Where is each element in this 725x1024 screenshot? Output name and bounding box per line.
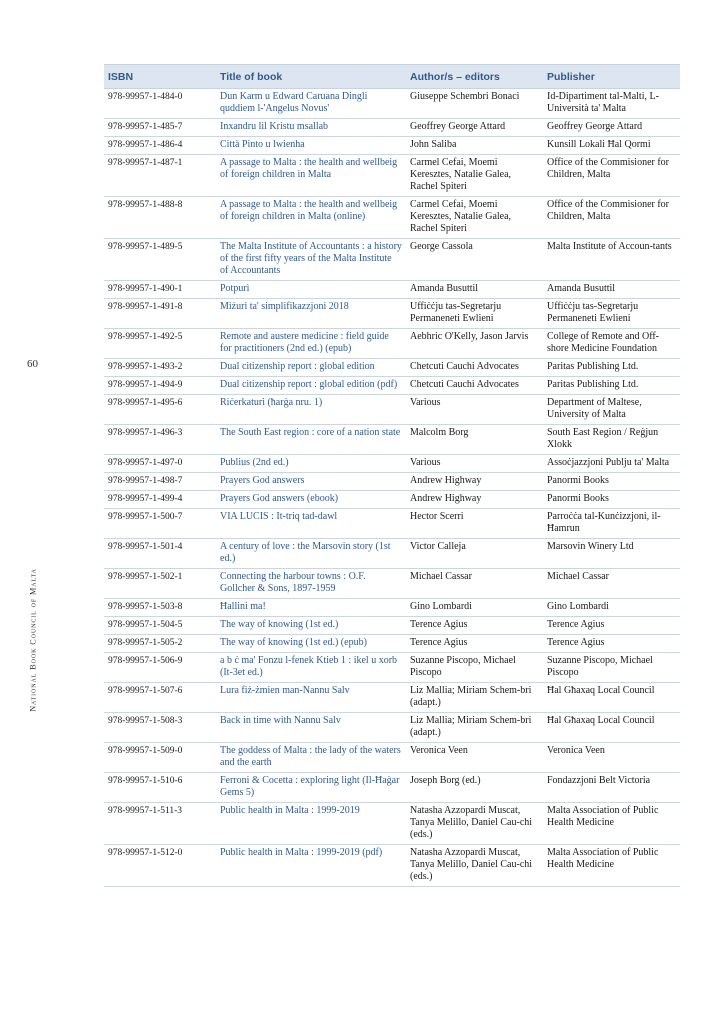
cell-author: Aebhric O'Kelly, Jason Jarvis xyxy=(406,329,543,359)
table-row xyxy=(104,155,680,197)
isbn-table xyxy=(104,64,680,887)
cell-author: Terence Agius xyxy=(406,617,543,635)
table-row xyxy=(104,455,680,473)
cell-title: Publius (2nd ed.) xyxy=(216,455,406,473)
cell-author: Geoffrey George Attard xyxy=(406,119,543,137)
cell-author: George Cassola xyxy=(406,239,543,281)
cell-author: Suzanne Piscopo, Michael Piscopo xyxy=(406,653,543,683)
cell-publisher: Paritas Publishing Ltd. xyxy=(543,377,680,395)
cell-title: Public health in Malta : 1999-2019 (pdf) xyxy=(216,845,406,887)
cell-title: a b ċ ma' Fonzu l-fenek Ktieb 1 : ikel u xorb (It-3et ed.) xyxy=(216,653,406,683)
cell-author: Carmel Cefai, Moemi Keresztes, Natalie Galea, Rachel Spiteri xyxy=(406,155,543,197)
cell-title: Ferroni & Cocetta : exploring light (Il-Ħaġar Gems 5) xyxy=(216,773,406,803)
cell-isbn: 978-99957-1-487-1 xyxy=(104,155,216,197)
cell-publisher: Suzanne Piscopo, Michael Piscopo xyxy=(543,653,680,683)
cell-title: Inxandru lil Kristu msallab xyxy=(216,119,406,137)
cell-publisher: Malta Association of Public Health Medicine xyxy=(543,845,680,887)
cell-title: Ħallini ma! xyxy=(216,599,406,617)
cell-isbn: 978-99957-1-492-5 xyxy=(104,329,216,359)
cell-author: Giuseppe Schembri Bonaci xyxy=(406,89,543,119)
cell-title: Città Pinto u lwienha xyxy=(216,137,406,155)
table-row xyxy=(104,653,680,683)
cell-isbn: 978-99957-1-502-1 xyxy=(104,569,216,599)
cell-title: A passage to Malta : the health and wellbeig of foreign children in Malta xyxy=(216,155,406,197)
table-row xyxy=(104,425,680,455)
cell-publisher: Marsovin Winery Ltd xyxy=(543,539,680,569)
cell-author: Carmel Cefai, Moemi Keresztes, Natalie Galea, Rachel Spiteri xyxy=(406,197,543,239)
cell-isbn: 978-99957-1-506-9 xyxy=(104,653,216,683)
cell-publisher: Uffiċċju tas-Segretarju Permaneneti Ewlieni xyxy=(543,299,680,329)
cell-isbn: 978-99957-1-485-7 xyxy=(104,119,216,137)
cell-publisher: Fondazzjoni Belt Victoria xyxy=(543,773,680,803)
header-publisher: Publisher xyxy=(543,65,680,89)
table-row xyxy=(104,491,680,509)
table-row xyxy=(104,845,680,887)
cell-title: Riċerkaturi (ħarġa nru. 1) xyxy=(216,395,406,425)
cell-title: A century of love : the Marsovin story (1st ed.) xyxy=(216,539,406,569)
cell-title: Lura fiż-żmien man-Nannu Salv xyxy=(216,683,406,713)
cell-author: Gino Lombardi xyxy=(406,599,543,617)
cell-publisher: Terence Agius xyxy=(543,617,680,635)
cell-isbn: 978-99957-1-494-9 xyxy=(104,377,216,395)
cell-publisher: Gino Lombardi xyxy=(543,599,680,617)
header-title: Title of book xyxy=(216,65,406,89)
table-row xyxy=(104,197,680,239)
table-row xyxy=(104,599,680,617)
cell-title: The South East region : core of a nation state xyxy=(216,425,406,455)
isbn-table-wrapper xyxy=(104,64,680,887)
table-row xyxy=(104,803,680,845)
cell-title: The goddess of Malta : the lady of the waters and the earth xyxy=(216,743,406,773)
cell-isbn: 978-99957-1-512-0 xyxy=(104,845,216,887)
cell-isbn: 978-99957-1-509-0 xyxy=(104,743,216,773)
cell-title: Public health in Malta : 1999-2019 xyxy=(216,803,406,845)
cell-publisher: Malta Association of Public Health Medicine xyxy=(543,803,680,845)
cell-isbn: 978-99957-1-495-6 xyxy=(104,395,216,425)
cell-publisher: Paritas Publishing Ltd. xyxy=(543,359,680,377)
cell-title: Dual citizenship report : global edition (pdf) xyxy=(216,377,406,395)
cell-title: The Malta Institute of Accountants : a history of the first fifty years of the Malta Institute of Accountants xyxy=(216,239,406,281)
cell-author: Victor Calleja xyxy=(406,539,543,569)
cell-isbn: 978-99957-1-503-8 xyxy=(104,599,216,617)
cell-isbn: 978-99957-1-497-0 xyxy=(104,455,216,473)
cell-author: Chetcuti Cauchi Advocates xyxy=(406,377,543,395)
cell-author: Liz Mallia; Miriam Schem-bri (adapt.) xyxy=(406,683,543,713)
table-row xyxy=(104,569,680,599)
cell-isbn: 978-99957-1-490-1 xyxy=(104,281,216,299)
cell-author: Chetcuti Cauchi Advocates xyxy=(406,359,543,377)
cell-publisher: Panormi Books xyxy=(543,473,680,491)
cell-publisher: Ħal Għaxaq Local Council xyxy=(543,713,680,743)
cell-publisher: Assoċjazzjoni Publju ta' Malta xyxy=(543,455,680,473)
table-row xyxy=(104,395,680,425)
cell-author: Michael Cassar xyxy=(406,569,543,599)
cell-author: Hector Scerri xyxy=(406,509,543,539)
cell-publisher: Panormi Books xyxy=(543,491,680,509)
cell-title: Dun Karm u Edward Caruana Dingli quddiem l-'Angelus Novus' xyxy=(216,89,406,119)
cell-title: A passage to Malta : the health and wellbeig of foreign children in Malta (online) xyxy=(216,197,406,239)
table-row xyxy=(104,743,680,773)
cell-isbn: 978-99957-1-496-3 xyxy=(104,425,216,455)
table-row xyxy=(104,89,680,119)
table-row xyxy=(104,773,680,803)
table-row xyxy=(104,539,680,569)
table-row xyxy=(104,239,680,281)
table-row xyxy=(104,473,680,491)
cell-title: Connecting the harbour towns : O.F. Gollcher & Sons, 1897-1959 xyxy=(216,569,406,599)
cell-isbn: 978-99957-1-498-7 xyxy=(104,473,216,491)
cell-author: Uffiċċju tas-Segretarju Permaneneti Ewlieni xyxy=(406,299,543,329)
cell-isbn: 978-99957-1-511-3 xyxy=(104,803,216,845)
page-number: 60 xyxy=(27,358,38,370)
cell-isbn: 978-99957-1-504-5 xyxy=(104,617,216,635)
table-row xyxy=(104,281,680,299)
table-header xyxy=(104,65,680,89)
cell-author: Joseph Borg (ed.) xyxy=(406,773,543,803)
cell-title: Dual citizenship report : global edition xyxy=(216,359,406,377)
cell-title: VIA LUCIS : It-triq tad-dawl xyxy=(216,509,406,539)
cell-publisher: Office of the Commisioner for Children, Malta xyxy=(543,197,680,239)
table-row xyxy=(104,683,680,713)
cell-publisher: Michael Cassar xyxy=(543,569,680,599)
cell-isbn: 978-99957-1-501-4 xyxy=(104,539,216,569)
cell-author: Various xyxy=(406,455,543,473)
side-label: National Book Council of Malta xyxy=(28,568,38,712)
table-row xyxy=(104,359,680,377)
cell-publisher: Amanda Busuttil xyxy=(543,281,680,299)
table-row xyxy=(104,617,680,635)
cell-isbn: 978-99957-1-505-2 xyxy=(104,635,216,653)
cell-isbn: 978-99957-1-486-4 xyxy=(104,137,216,155)
cell-publisher: Geoffrey George Attard xyxy=(543,119,680,137)
cell-isbn: 978-99957-1-491-8 xyxy=(104,299,216,329)
cell-title: Prayers God answers xyxy=(216,473,406,491)
table-row xyxy=(104,299,680,329)
table-body xyxy=(104,89,680,887)
cell-author: John Saliba xyxy=(406,137,543,155)
cell-author: Natasha Azzopardi Muscat, Tanya Melillo, Daniel Cau-chi (eds.) xyxy=(406,803,543,845)
cell-author: Natasha Azzopardi Muscat, Tanya Melillo, Daniel Cau-chi (eds.) xyxy=(406,845,543,887)
cell-isbn: 978-99957-1-500-7 xyxy=(104,509,216,539)
cell-title: The way of knowing (1st ed.) xyxy=(216,617,406,635)
cell-publisher: Terence Agius xyxy=(543,635,680,653)
table-row xyxy=(104,635,680,653)
cell-publisher: Department of Maltese, University of Malta xyxy=(543,395,680,425)
cell-isbn: 978-99957-1-493-2 xyxy=(104,359,216,377)
cell-publisher: Kunsill Lokali Ħal Qormi xyxy=(543,137,680,155)
cell-title: Potpurì xyxy=(216,281,406,299)
cell-publisher: Malta Institute of Accoun-tants xyxy=(543,239,680,281)
cell-author: Andrew Highway xyxy=(406,473,543,491)
table-row xyxy=(104,329,680,359)
cell-publisher: College of Remote and Off-shore Medicine Foundation xyxy=(543,329,680,359)
cell-isbn: 978-99957-1-499-4 xyxy=(104,491,216,509)
cell-author: Veronica Veen xyxy=(406,743,543,773)
table-header-row xyxy=(104,65,680,89)
table-row xyxy=(104,137,680,155)
cell-author: Liz Mallia; Miriam Schem-bri (adapt.) xyxy=(406,713,543,743)
cell-author: Terence Agius xyxy=(406,635,543,653)
table-row xyxy=(104,713,680,743)
cell-isbn: 978-99957-1-508-3 xyxy=(104,713,216,743)
cell-isbn: 978-99957-1-488-8 xyxy=(104,197,216,239)
cell-publisher: South East Region / Reġjun Xlokk xyxy=(543,425,680,455)
cell-isbn: 978-99957-1-489-5 xyxy=(104,239,216,281)
cell-isbn: 978-99957-1-510-6 xyxy=(104,773,216,803)
cell-author: Malcolm Borg xyxy=(406,425,543,455)
cell-title: Back in time with Nannu Salv xyxy=(216,713,406,743)
cell-author: Andrew Highway xyxy=(406,491,543,509)
cell-isbn: 978-99957-1-484-0 xyxy=(104,89,216,119)
cell-publisher: Veronica Veen xyxy=(543,743,680,773)
cell-isbn: 978-99957-1-507-6 xyxy=(104,683,216,713)
header-authors: Author/s – editors xyxy=(406,65,543,89)
cell-title: Miżuri ta' simplifikazzjoni 2018 xyxy=(216,299,406,329)
cell-publisher: Office of the Commisioner for Children, Malta xyxy=(543,155,680,197)
table-row xyxy=(104,377,680,395)
cell-publisher: Ħal Għaxaq Local Council xyxy=(543,683,680,713)
cell-author: Amanda Busuttil xyxy=(406,281,543,299)
header-isbn: ISBN xyxy=(104,65,216,89)
cell-title: The way of knowing (1st ed.) (epub) xyxy=(216,635,406,653)
cell-title: Remote and austere medicine : field guide for practitioners (2nd ed.) (epub) xyxy=(216,329,406,359)
table-row xyxy=(104,509,680,539)
cell-title: Prayers God answers (ebook) xyxy=(216,491,406,509)
cell-publisher: Parroċċa tal-Kunċizzjoni, il-Ħamrun xyxy=(543,509,680,539)
table-row xyxy=(104,119,680,137)
cell-publisher: Id-Dipartiment tal-Malti, L-Università ta' Malta xyxy=(543,89,680,119)
cell-author: Various xyxy=(406,395,543,425)
